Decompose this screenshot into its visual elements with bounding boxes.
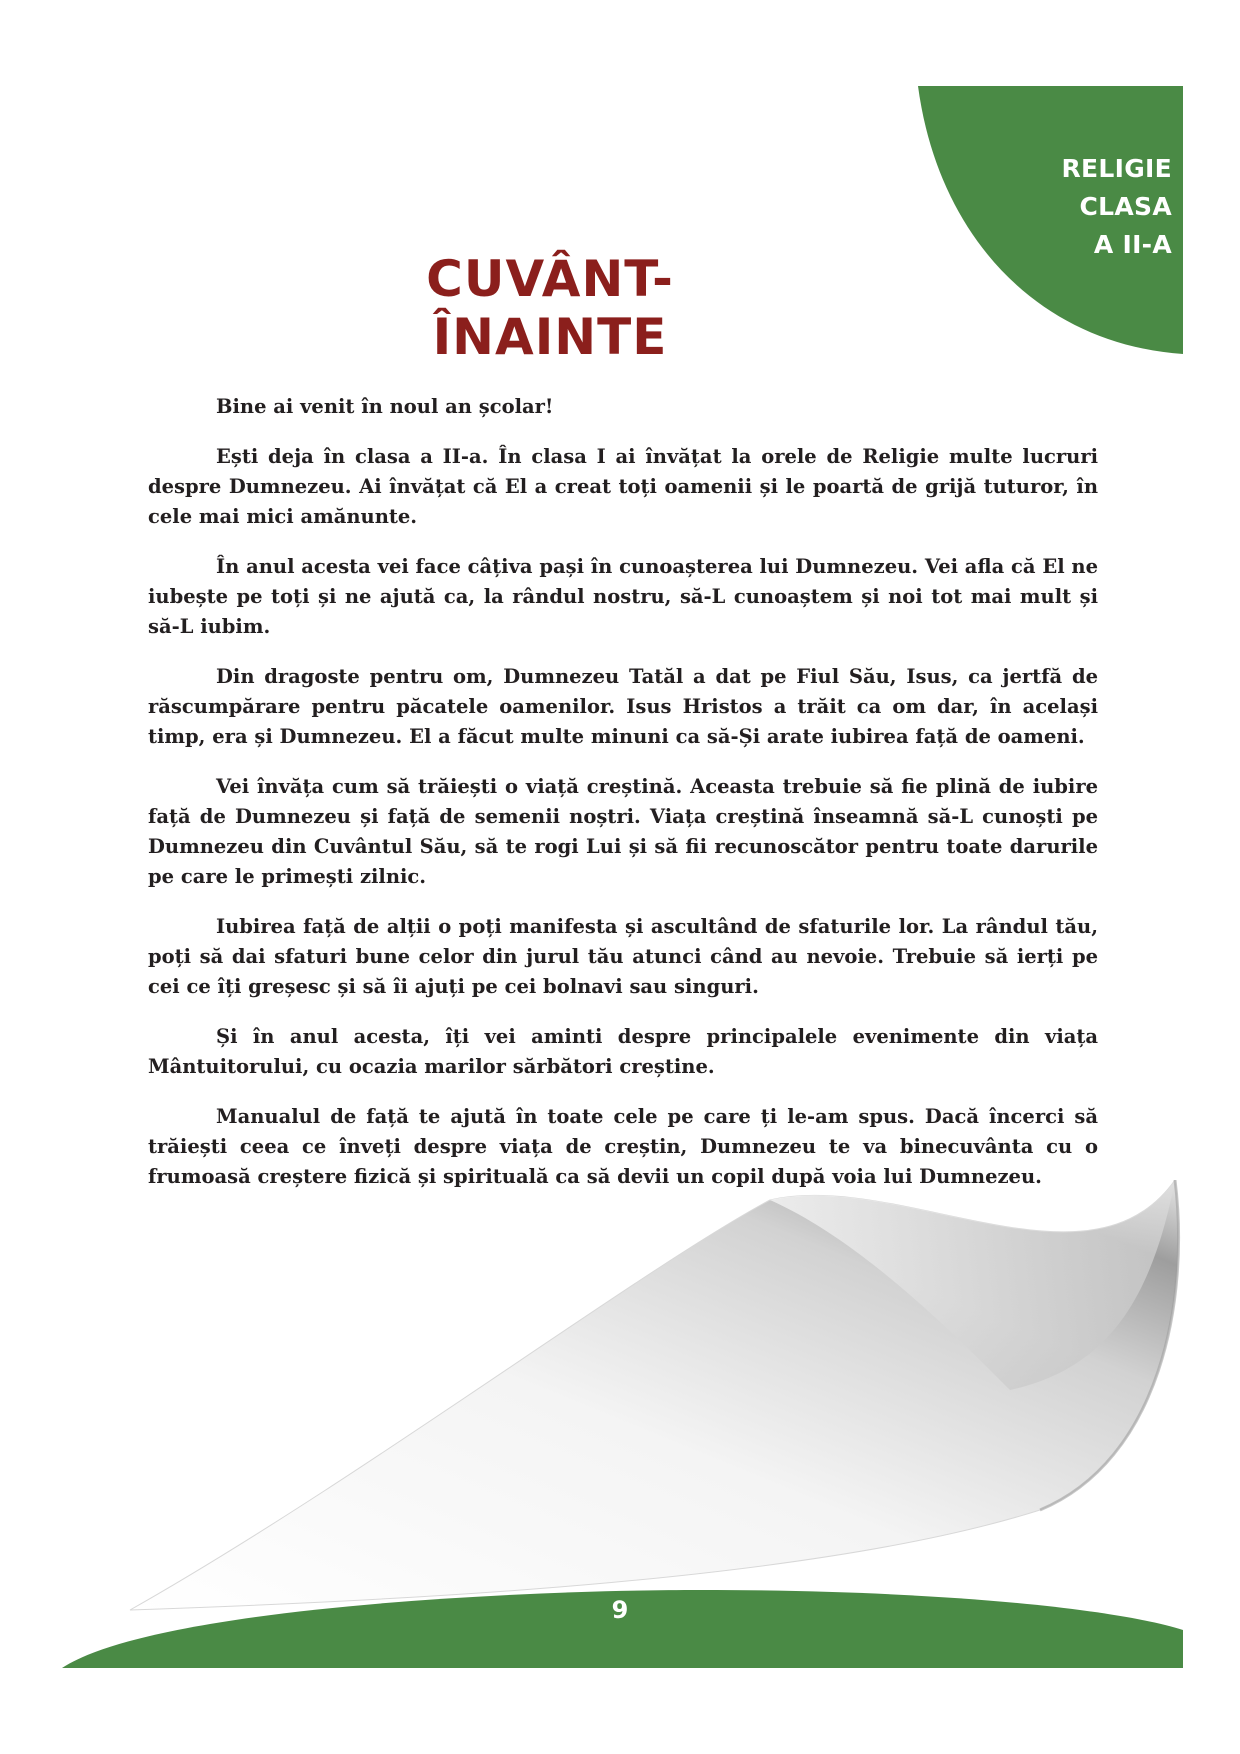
paragraph-greeting: Bine ai venit în noul an școlar! bbox=[216, 395, 554, 418]
paragraph: Vei învăța cum să trăiești o viață creștină. Aceasta trebuie să fie plină de iubire față de Dumnezeu și față de semenii noștri. Viața creștină înseamnă să-L cunoști pe Dumnezeu din Cuvântul Său, să te rogi Lui și să fii recunoscător pentru toate darurile pe care le primești zilnic. bbox=[148, 775, 1098, 888]
page-number: 9 bbox=[611, 1596, 629, 1624]
page-curl-illustration bbox=[0, 1180, 1240, 1620]
subject-label bbox=[1061, 150, 1172, 264]
paragraph: Din dragoste pentru om, Dumnezeu Tatăl a dat pe Fiul Său, Isus, ca jertfă de răscumpărare pentru păcatele oamenilor. Isus Hristos a trăit ca om dar, în același timp, era și Dumnezeu. El a făcut multe minuni ca să-Și arate iubirea față de oameni. bbox=[148, 665, 1098, 748]
foreword-body bbox=[148, 392, 1098, 1212]
page-title: CUVÂNT-ÎNAINTE bbox=[426, 250, 674, 366]
paragraph: În anul acesta vei face câțiva pași în cunoașterea lui Dumnezeu. Vei afla că El ne iubește pe toți și ne ajută ca, la rândul nostru, să-L cunoaștem și noi tot mai mult și să-L iubim. bbox=[148, 555, 1098, 638]
paragraph: Ești deja în clasa a II-a. În clasa I ai învățat la orele de Religie multe lucruri despre Dumnezeu. Ai învățat că El a creat toți oamenii și le poartă de grijă tuturor, în cele mai mici amănunte. bbox=[148, 445, 1098, 528]
paragraph: Iubirea față de alții o poți manifesta și ascultând de sfaturile lor. La rândul tău, poți să dai sfaturi bune celor din jurul tău atunci când au nevoie. Trebuie să ierți pe cei ce îți greșesc și să îi ajuți pe cei bolnavi sau singuri. bbox=[148, 915, 1098, 998]
subject-label-line: RELIGIE bbox=[1061, 154, 1172, 183]
subject-label-line: A II-A bbox=[1093, 230, 1172, 259]
paragraph: Manualul de față te ajută în toate cele pe care ți le-am spus. Dacă încerci să trăiești ceea ce înveți despre viața de creștin, Dumnezeu te va binecuvânta cu o frumoasă creștere fizică și spirituală ca să devii un copil după voia lui Dumnezeu. bbox=[148, 1105, 1098, 1188]
paragraph: Și în anul acesta, îți vei aminti despre principalele evenimente din viața Mântuitorului, cu ocazia marilor sărbători creștine. bbox=[148, 1025, 1098, 1078]
subject-label-line: CLASA bbox=[1079, 192, 1172, 221]
